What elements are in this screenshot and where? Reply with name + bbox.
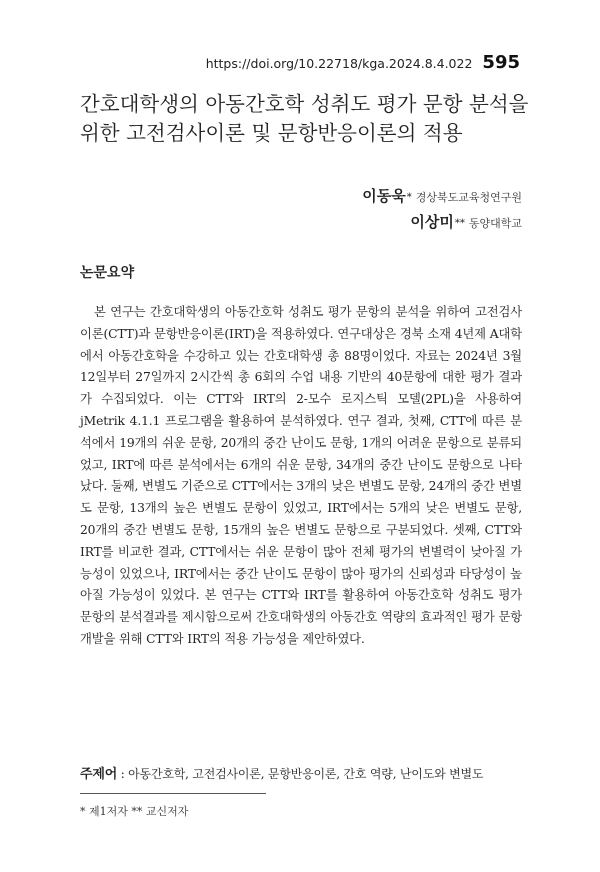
page-header <box>206 52 520 73</box>
author-name: 이상미 <box>410 213 454 231</box>
author-name: 이동욱 <box>362 187 406 205</box>
footnote: * 제1저자 ** 교신저자 <box>80 805 189 818</box>
keywords-separator: : <box>117 767 129 781</box>
author-first <box>362 184 522 210</box>
author-mark: * <box>406 192 412 203</box>
abstract-body: 본 연구는 간호대학생의 아동간호학 성취도 평가 문항의 분석을 위하여 고전검사이론(CTT)과 문항반응이론(IRT)을 적용하였다. 연구대상은 경북 소재 4년제 A대학에서 아동간호학을 수강하고 있는 간호대학생 총 88명이었다. 자료는 2024년 3월 12일부터 27일까지 2시간씩 총 6회의 수업 내용 기반의 40문항에 대한 평가 결과가 수집되었다. 이는 CTT와 IRT의 2-모수 로지스틱 모델(2PL)을 사용하여 jMetrik 4.1.1 프로그램을 활용하여 분석하였다. 연구 결과, 첫째, CTT에 따른 분석에서 19개의 쉬운 문항, 20개의 중간 난이도 문항, 1개의 어려운 문항으로 분류되었고, IRT에 따른 분석에서는 6개의 쉬운 문항, 34개의 중간 난이도 문항으로 나타났다. 둘째, 변별도 기준으로 CTT에서는 3개의 낮은 변별도 문항, 24개의 중간 변별도 문항, 13개의 높은 변별도 문항이 있었고, IRT에서는 5개의 낮은 변별도 문항, 20개의 중간 변별도 문항, 15개의 높은 변별도 문항으로 구분되었다. 셋째, CTT와 IRT를 비교한 결과, CTT에서는 쉬운 문항이 많아 전체 평가의 변별력이 낮아질 가능성이 있었으나, IRT에서는 중간 난이도 문항이 많아 평가의 신뢰성과 타당성이 높아질 가능성이 있었다. 본 연구는 CTT와 IRT를 활용하여 아동간호학 성취도 평가 문항의 분석결과를 제시함으로써 간호대학생의 아동간호 역량의 효과적인 평가 문항 개발을 위해 CTT와 IRT의 적용 가능성을 제안하였다. <box>80 305 522 646</box>
keywords-line <box>80 763 530 782</box>
author-affiliation: 동양대학교 <box>468 217 522 230</box>
author-affiliation: 경상북도교육청연구원 <box>415 191 522 204</box>
author-corresponding <box>362 210 522 236</box>
abstract-heading: 논문요약 <box>80 265 135 281</box>
paper-title: 간호대학생의 아동간호학 성취도 평가 문항 분석을 위한 고전검사이론 및 문항반응이론의 적용 <box>80 92 529 145</box>
author-mark: ** <box>454 218 465 229</box>
footnote-divider <box>80 793 266 794</box>
doi-link[interactable]: https://doi.org/10.22718/kga.2024.8.4.022 <box>205 56 473 71</box>
page-number: 595 <box>482 52 520 73</box>
keywords-list: 아동간호학, 고전검사이론, 문항반응이론, 간호 역량, 난이도와 변별도 <box>128 767 484 781</box>
keywords-label: 주제어 <box>80 767 118 782</box>
author-block <box>362 184 522 236</box>
